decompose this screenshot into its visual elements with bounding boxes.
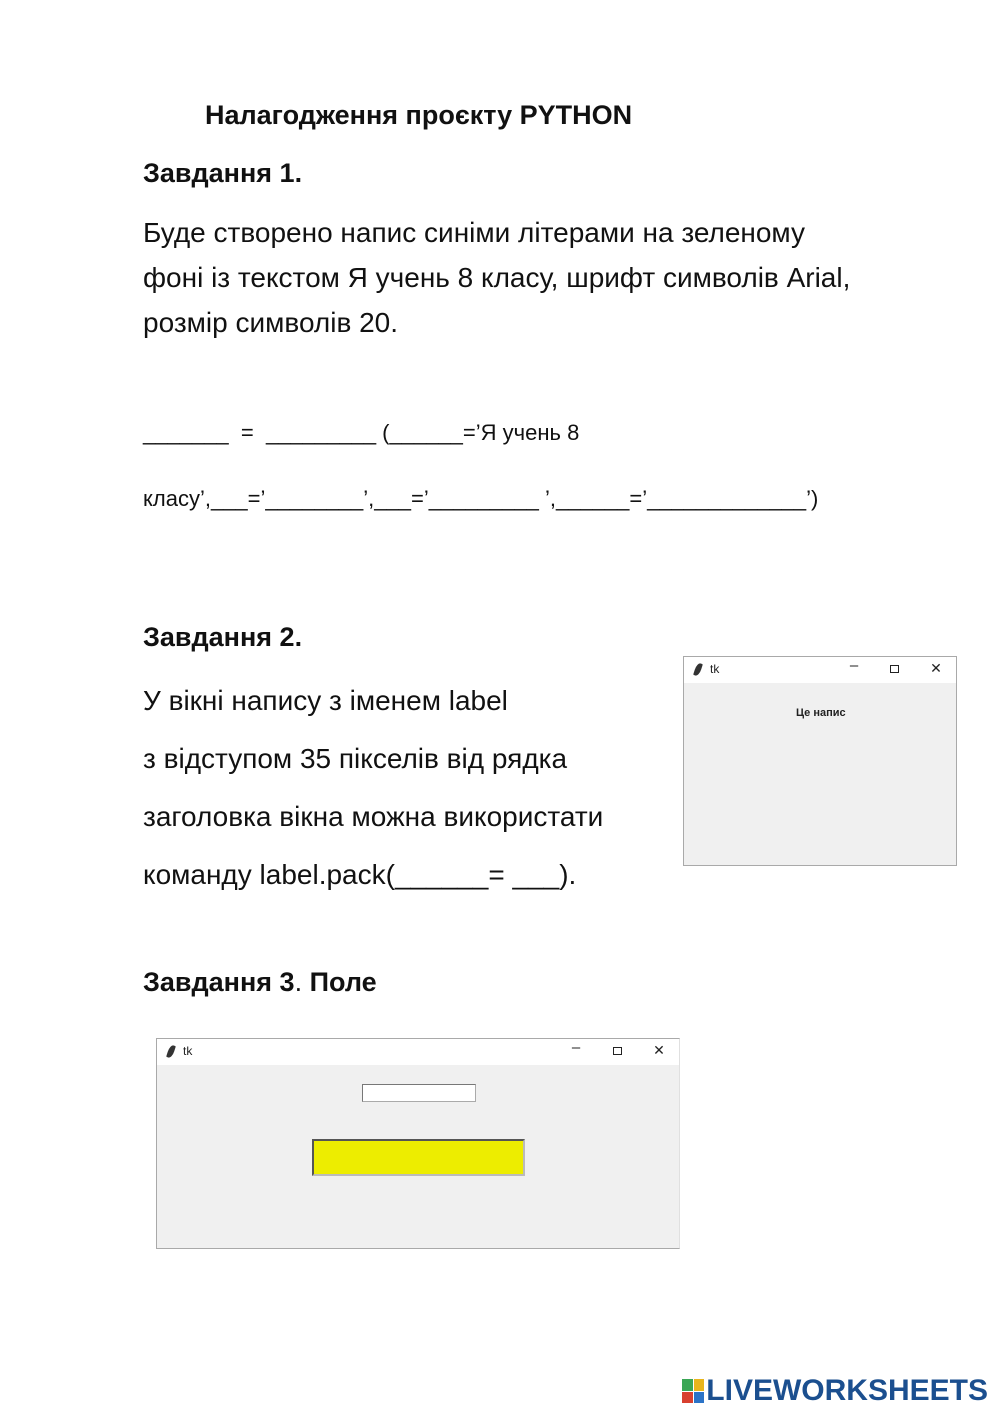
task2-line: заголовка вікна можна використати — [143, 801, 604, 832]
task3-tk-window — [156, 1038, 680, 1249]
task1-text — [143, 210, 850, 345]
minimize-icon[interactable]: – — [849, 657, 859, 674]
close-icon[interactable]: ✕ — [653, 1042, 665, 1058]
minimize-icon[interactable]: – — [571, 1039, 581, 1056]
window-title: tk — [710, 662, 720, 676]
task1-code-line-2: класу’,___=’________’,___=’_________ ’,______=’_____________’) — [143, 486, 819, 511]
brand-text: LIVEWORKSHEETS — [706, 1374, 988, 1407]
liveworksheets-icon — [682, 1379, 704, 1403]
maximize-icon[interactable] — [613, 1047, 622, 1055]
task1-line: розмір символів 20. — [143, 307, 399, 338]
feather-icon — [693, 662, 703, 676]
task1-line: Буде створено напис синіми літерами на зеленому — [143, 217, 805, 248]
page-title: Налагодження проєкту PYTHON — [205, 100, 633, 130]
window-titlebar — [684, 657, 956, 683]
yellow-field[interactable] — [312, 1139, 525, 1176]
maximize-icon[interactable] — [890, 665, 899, 673]
entry-field[interactable] — [362, 1084, 476, 1102]
liveworksheets-logo — [682, 1374, 988, 1408]
task2-text — [143, 672, 603, 904]
task2-line: У вікні напису з іменем label — [143, 685, 508, 716]
task1-code-line-1: _______ = _________ (______=’Я учень 8 — [143, 420, 580, 445]
task2-line: з відступом 35 пікселів від рядка — [143, 743, 568, 774]
window-titlebar — [157, 1039, 679, 1065]
task2-tk-window — [683, 656, 957, 866]
task3-heading-bold: Завдання 3 — [143, 967, 295, 997]
task2-heading: Завдання 2. — [143, 622, 303, 652]
window-title: tk — [183, 1044, 193, 1058]
feather-icon — [166, 1044, 176, 1058]
window-label: Це напис — [796, 707, 846, 719]
task3-heading — [143, 967, 377, 998]
task1-heading: Завдання 1. — [143, 158, 303, 188]
task2-line: команду label.pack(______= ___). — [143, 859, 577, 890]
close-icon[interactable]: ✕ — [930, 660, 942, 676]
task3-heading-dot: . — [294, 967, 303, 997]
task3-heading-rest: Поле — [302, 967, 377, 997]
task1-line: фоні із текстом Я учень 8 класу, шрифт символів Arial, — [143, 262, 851, 293]
